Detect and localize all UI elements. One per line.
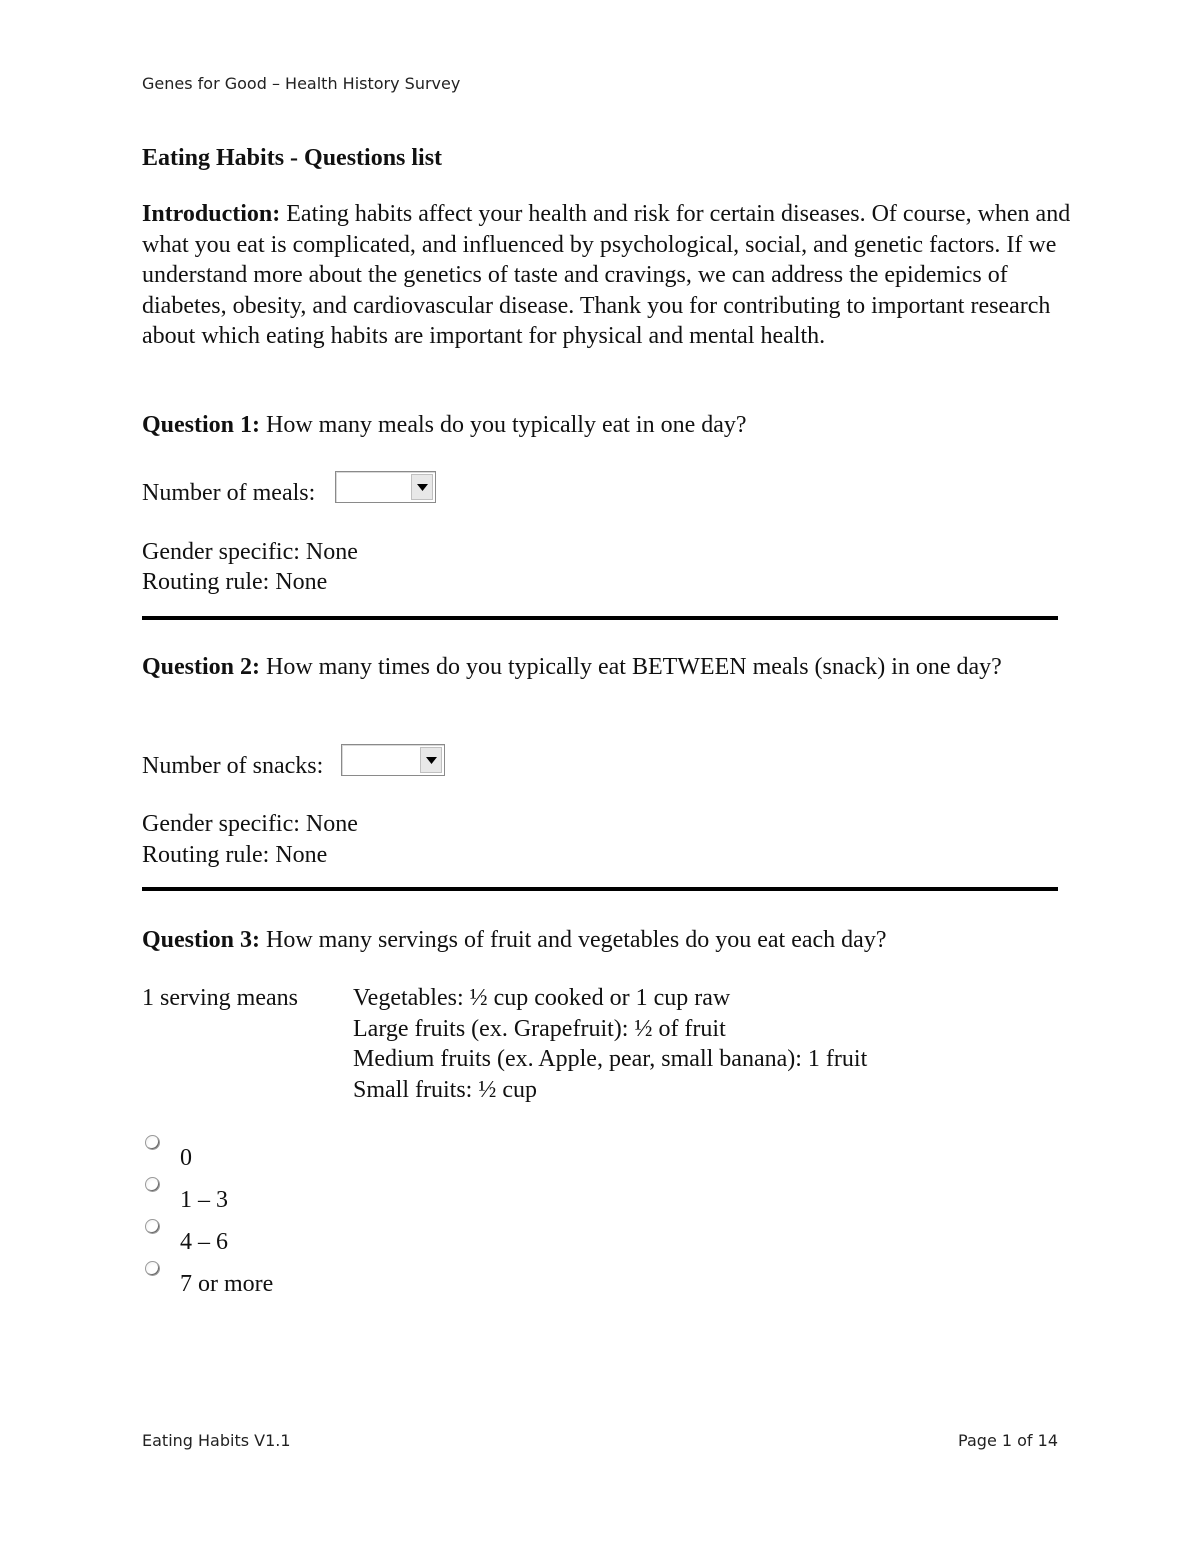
question-2-label: Question 2:	[142, 654, 261, 680]
servings-option-0[interactable]	[142, 1135, 442, 1171]
introduction-label: Introduction:	[142, 201, 281, 227]
question-2-gender-specific: Gender specific: None	[142, 811, 358, 837]
chevron-down-icon[interactable]	[420, 747, 442, 773]
serving-line: Large fruits (ex. Grapefruit): ½ of fruit	[353, 1015, 726, 1042]
question-1-text: How many meals do you typically eat in one day?	[260, 412, 747, 438]
snacks-field-label: Number of snacks:	[142, 753, 324, 779]
question-1-label: Question 1:	[142, 412, 261, 438]
option-label: 0	[180, 1145, 192, 1171]
servings-option-4-6[interactable]	[142, 1219, 442, 1255]
meals-select[interactable]	[335, 471, 436, 503]
servings-option-1-3[interactable]	[142, 1177, 442, 1213]
question-2-text: How many times do you typically eat BETWEEN meals (snack) in one day?	[260, 654, 1002, 680]
page-header: Genes for Good – Health History Survey	[142, 74, 461, 93]
option-label: 1 – 3	[180, 1187, 228, 1213]
page-title: Eating Habits - Questions list	[142, 145, 443, 171]
serving-line: Vegetables: ½ cup cooked or 1 cup raw	[353, 985, 731, 1011]
meals-field-label: Number of meals:	[142, 480, 316, 506]
question-3-text: How many servings of fruit and vegetables do you eat each day?	[260, 927, 887, 953]
radio-button[interactable]	[145, 1177, 160, 1192]
section-divider	[142, 887, 1058, 891]
radio-button[interactable]	[145, 1261, 160, 1276]
snacks-field-row	[142, 739, 445, 782]
serving-lines	[353, 983, 993, 1105]
meals-field-row	[142, 466, 436, 509]
question-3-label: Question 3:	[142, 927, 261, 953]
question-2-routing-rule: Routing rule: None	[142, 842, 328, 868]
serving-label: 1 serving means	[142, 985, 298, 1011]
footer-version: Eating Habits V1.1	[142, 1431, 291, 1450]
option-label: 7 or more	[180, 1271, 274, 1297]
question-3	[142, 925, 1057, 956]
servings-option-7-or-more[interactable]	[142, 1261, 442, 1297]
radio-button[interactable]	[145, 1219, 160, 1234]
option-label: 4 – 6	[180, 1229, 228, 1255]
question-2	[142, 652, 1057, 683]
radio-button[interactable]	[145, 1135, 160, 1150]
snacks-select[interactable]	[341, 744, 445, 776]
chevron-down-icon[interactable]	[411, 474, 433, 500]
introduction-text: Eating habits affect your health and risk for certain diseases. Of course, when and what you eat is complicated, and influenced by psychological, social, and genetic factors. If we understand more about the genetics of taste and cravings, we can address the epidemics of diabetes, obesity, and cardiovascular disease. Thank you for contributing to important research about which eating habits are important for physical and mental health.	[142, 201, 1071, 349]
serving-line: Small fruits: ½ cup	[353, 1076, 537, 1103]
question-1	[142, 410, 1057, 441]
question-1-routing-rule: Routing rule: None	[142, 569, 328, 595]
footer-page-number: Page 1 of 14	[958, 1431, 1058, 1450]
introduction-paragraph	[142, 199, 1072, 352]
serving-line: Medium fruits (ex. Apple, pear, small banana): 1 fruit	[353, 1046, 868, 1072]
section-divider	[142, 616, 1058, 620]
question-1-gender-specific: Gender specific: None	[142, 539, 358, 565]
